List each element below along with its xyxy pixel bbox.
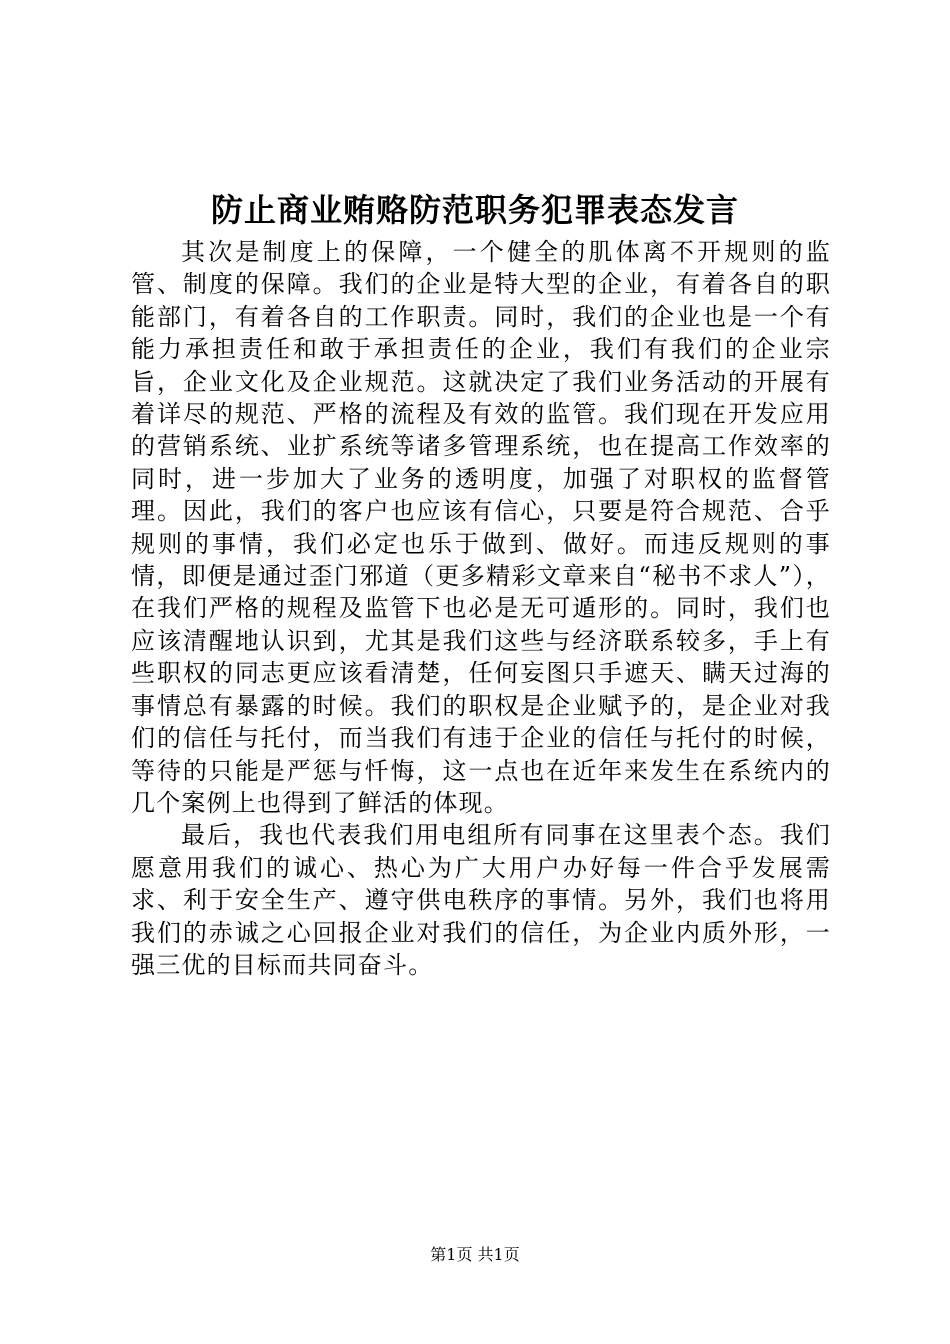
paragraph-1: 其次是制度上的保障，一个健全的肌体离不开规则的监管、制度的保障。我们的企业是特大型的企业，有着各自的职能部门，有着各自的工作职责。同时，我们的企业也是一个有能力承担责任和敢于承担责任的企业，我们有我们的企业宗旨，企业文化及企业规范。这就决定了我们业务活动的开展有着详尽的规范、严格的流程及有效的监管。我们现在开发应用的营销系统、业扩系统等诸多管理系统，也在提高工作效率的同时，进一步加大了业务的透明度，加强了对职权的监督管理。因此，我们的客户也应该有信心，只要是符合规范、合乎规则的事情，我们必定也乐于做到、做好。而违反规则的事情，即便是通过歪门邪道（更多精彩文章来自“秘书不求人”），在我们严格的规程及监管下也必是无可遁形的。同时，我们也应该清醒地认识到，尤其是我们这些与经济联系较多，手上有些职权的同志更应该看清楚，任何妄图只手遮天、瞒天过海的事情总有暴露的时候。我们的职权是企业赋予的，是企业对我们的信任与托付，而当我们有违于企业的信任与托付的时候，等待的只能是严惩与忏悔，这一点也在近年来发生在系统内的几个案例上也得到了鲜活的体现。 (131, 238, 831, 817)
page-footer: 第1页 共1页 (430, 1245, 520, 1264)
document-body (131, 236, 831, 981)
document-title: 防止商业贿赂防范职务犯罪表态发言 (210, 191, 739, 229)
paragraph-2: 最后，我也代表我们用电组所有同事在这里表个态。我们愿意用我们的诚心、热心为广大用户办好每一件合乎发展需求、利于安全生产、遵守供电秩序的事情。另外，我们也将用我们的赤诚之心回报企业对我们的信任，为企业内质外形，一强三优的目标而共同奋斗。 (131, 821, 831, 979)
